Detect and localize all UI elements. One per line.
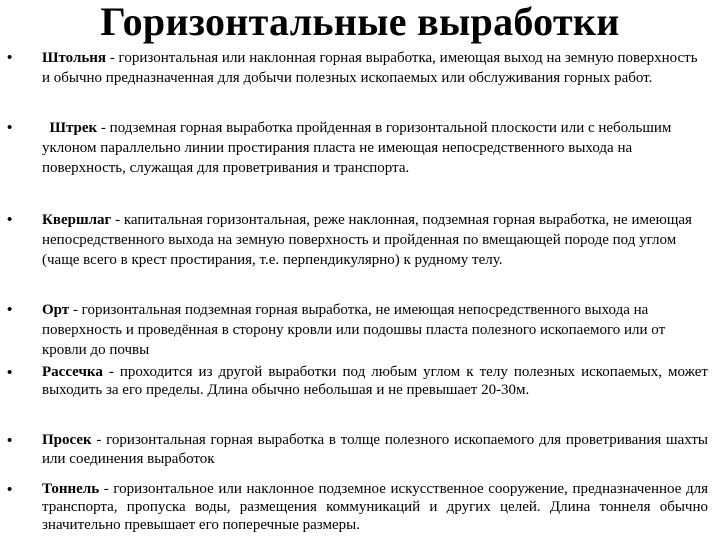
term-definition: - подземная горная выработка пройденная в горизонтальной плоскости или с небольшим уклоном параллельно линии простирания пласта не имеющая непосредственного выхода на поверхность, служащая для проветривания и транспорта.	[42, 120, 676, 176]
bullet-icon: •	[7, 211, 13, 228]
term-definition: - капитальная горизонтальная, реже наклонная, подземная горная выработка, не имеющая непосредственного выхода на земную поверхность и пройденная по вмещающей породе под углом (чаще всего в крест простирания, т.е. перпендикулярно) к рудному телу.	[42, 212, 692, 268]
term-label: Штрек	[42, 120, 98, 136]
list-item-text	[42, 300, 708, 360]
term-label: Квершлаг	[42, 212, 112, 228]
bullet-icon: •	[7, 119, 13, 136]
list-item-text	[42, 363, 708, 399]
term-label: Тоннель	[42, 481, 100, 497]
bullet-icon: •	[7, 49, 13, 66]
bullet-icon: •	[7, 432, 13, 449]
term-label: Рассечка	[42, 364, 103, 380]
list-item-text	[42, 210, 708, 270]
slide-title: Горизонтальные выработки	[100, 0, 620, 44]
list-item-text	[42, 118, 708, 178]
list-item-text	[42, 480, 708, 534]
bullet-icon: •	[7, 481, 13, 498]
term-definition: - горизонтальная или наклонная горная выработка, имеющая выход на земную поверхность и обычно предназначенная для добычи полезных ископаемых или обслуживания горных работ.	[42, 50, 698, 86]
list-item-text	[42, 48, 708, 88]
term-label: Штольня	[42, 50, 107, 66]
term-definition: - горизонтальная горная выработка в толще полезного ископаемого для проветривания шахты или соединения выработок	[42, 432, 708, 467]
term-label: Просек	[42, 432, 92, 448]
term-definition: - горизонтальное или наклонное подземное искусственное сооружение, предназначенное для транспорта, пропуска воды, размещения коммуникаций и других целей. Длина тоннеля обычно значительно превышает его поперечные размеры.	[42, 481, 708, 533]
bullet-icon: •	[7, 301, 13, 318]
term-label: Орт	[42, 302, 70, 318]
term-definition: - проходится из другой выработки под любым углом к телу полезных ископаемых, может выходить за его пределы. Длина обычно небольшая и не превышает 20-30м.	[42, 364, 708, 398]
bullet-icon: •	[7, 364, 13, 381]
term-definition: - горизонтальная подземная горная выработка, не имеющая непосредственного выхода на поверхность и проведённая в сторону кровли или подошвы пласта полезного ископаемого или от кровли до почвы	[42, 302, 666, 358]
list-item-text	[42, 431, 708, 469]
